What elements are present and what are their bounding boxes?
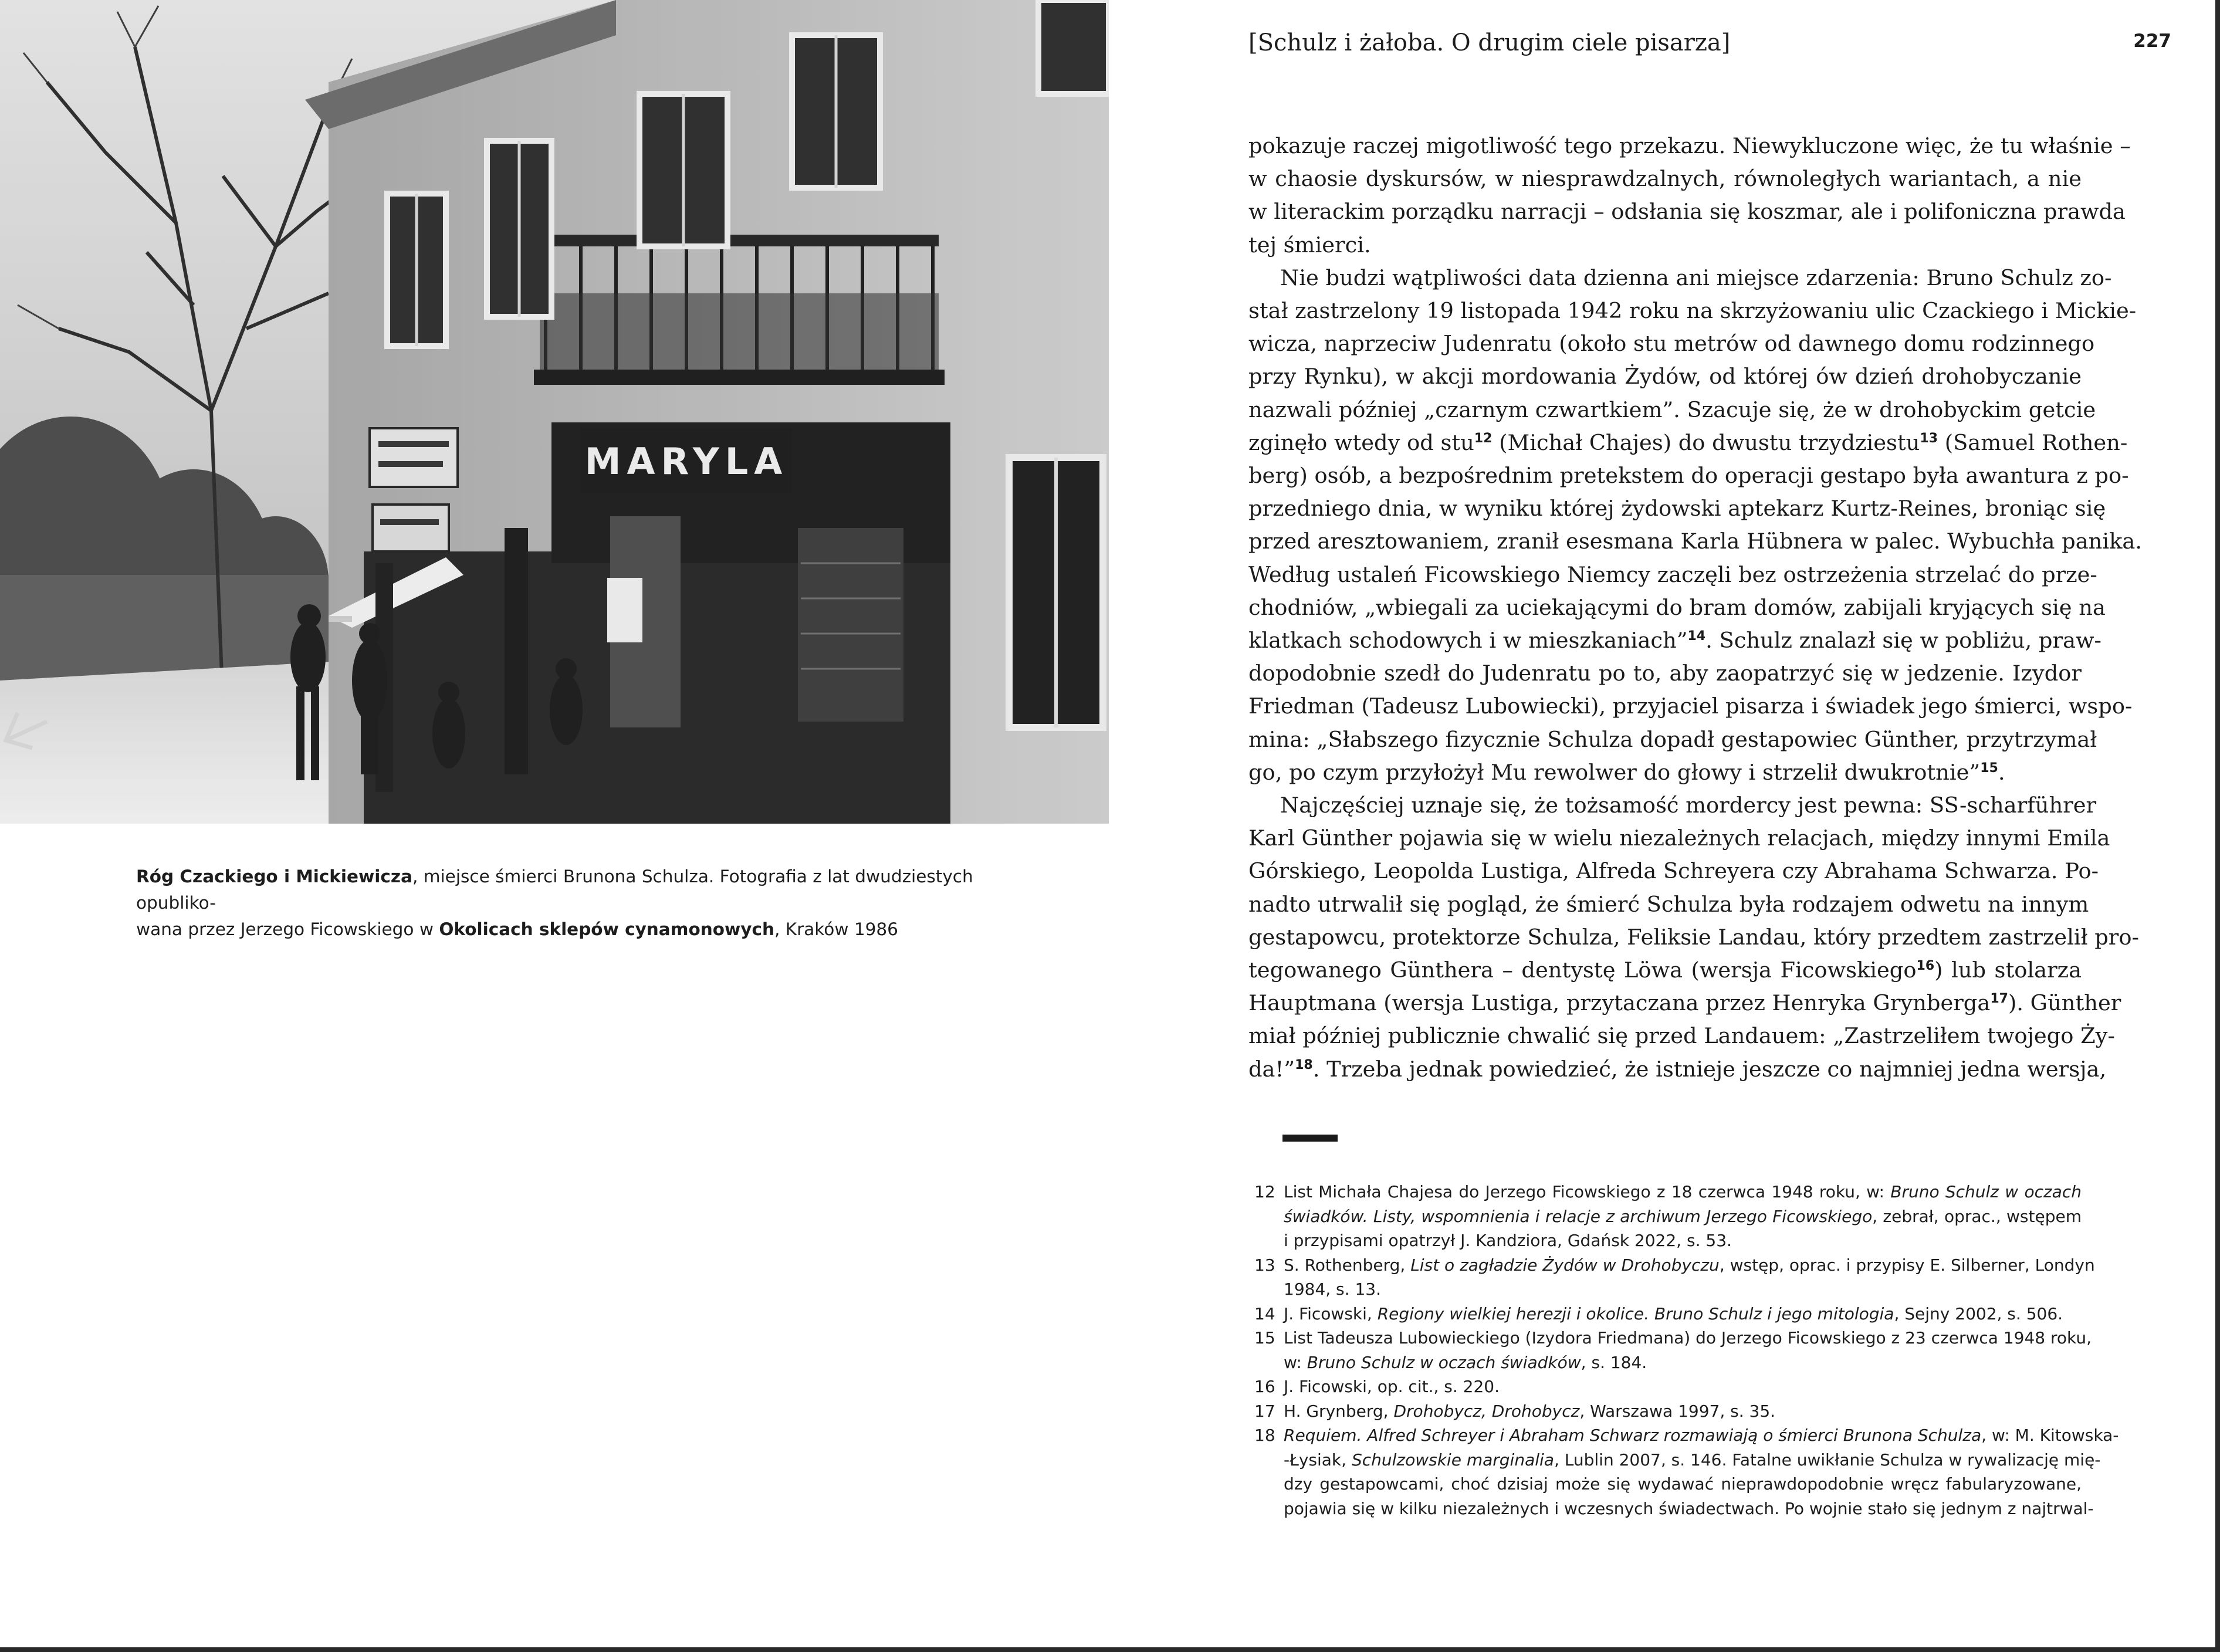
footnote-ref-16[interactable]: 16	[1916, 959, 1935, 974]
body-segment: da!”	[1248, 1056, 1295, 1082]
body-line: mina: „Słabszego fizycznie Schulza dopadł gestapowiec Günther, przytrzymał	[1248, 726, 2097, 752]
body-line: wicza, naprzeciw Judenratu (około stu metrów od dawnego domu rodzinnego	[1248, 331, 2095, 357]
footnote-line	[1284, 1302, 2082, 1326]
footnote-number: 16	[1254, 1377, 1275, 1396]
running-head: [Schulz i żałoba. O drugim ciele pisarza]	[1248, 29, 1731, 56]
footnote-line	[1284, 1253, 2095, 1278]
footnote-14	[1254, 1302, 2082, 1326]
body-line: przedniego dnia, w wyniku której żydowski aptekarz Kurtz-Reines, broniąc się	[1248, 496, 2106, 522]
footnote-segment: , wstęp, oprac. i przypisy E. Silberner, Londyn	[1719, 1255, 2095, 1275]
body-line	[1248, 624, 2101, 657]
scan-right-edge	[2215, 0, 2220, 1652]
body-line: gestapowcu, protektorze Schulza, Feliksie Landau, który przedtem zastrzelił pro-	[1248, 924, 2139, 950]
page-number: 227	[2133, 31, 2171, 52]
body-line: chodniów, „wbiegali za uciekającymi do bram domów, zabijali kryjących się na	[1248, 594, 2106, 620]
body-line	[1248, 987, 2121, 1020]
footnote-line	[1284, 1180, 2082, 1204]
footnote-line: J. Ficowski, op. cit., s. 220.	[1284, 1377, 1500, 1396]
footnote-line	[1284, 1204, 2082, 1229]
footnote-12	[1254, 1180, 2082, 1253]
body-segment: (Samuel Rothen-	[1938, 429, 2128, 455]
body-segment: .	[1998, 759, 2005, 785]
historical-photo	[0, 0, 1109, 824]
footnote-ref-14[interactable]: 14	[1687, 629, 1706, 644]
footnote-segment: , zebrał, oprac., wstępem	[1872, 1206, 2082, 1226]
footnote-title: Bruno Schulz w oczach	[1890, 1182, 2082, 1201]
body-line: nazwali później „czarnym czwartkiem”. Szacuje się, że w drohobyckim getcie	[1248, 397, 2096, 422]
body-line: w literackim porządku narracji – odsłania się koszmar, ale i polifoniczna prawda	[1248, 199, 2126, 225]
body-line: Najczęściej uznaje się, że tożsamość mordercy jest pewna: SS-scharführer	[1280, 793, 2097, 818]
footnote-ref-13[interactable]: 13	[1920, 431, 1938, 446]
body-line: przed aresztowaniem, zranił esesmana Karla Hübnera w palec. Wybuchła panika.	[1248, 529, 2143, 554]
body-segment: zginęło wtedy od stu	[1248, 429, 1474, 455]
footnote-title: Regiony wielkiej herezji i okolice. Bruno Schulz i jego mitologia	[1377, 1304, 1894, 1323]
footnote-number: 13	[1254, 1255, 1275, 1275]
body-text	[1248, 130, 2143, 1086]
body-line	[1248, 756, 2082, 789]
footnotes	[1254, 1180, 2119, 1521]
body-segment: . Trzeba jednak powiedzieć, że istnieje jeszcze co najmniej jedna wersja,	[1312, 1056, 2107, 1082]
footnote-line: 1984, s. 13.	[1284, 1279, 1381, 1299]
body-segment: Hauptmana (wersja Lustiga, przytaczana przez Henryka Grynberga	[1248, 990, 1991, 1016]
body-line: dopodobnie szedł do Judenratu po to, aby zaopatrzyć się w jedzenie. Izydor	[1248, 661, 2082, 686]
caption-line-2	[136, 916, 981, 943]
footnote-line	[1284, 1448, 2101, 1472]
body-segment: . Schulz znalazł się w pobliżu, praw-	[1705, 628, 2101, 654]
footnote-ref-12[interactable]: 12	[1474, 431, 1493, 446]
footnote-ref-17[interactable]: 17	[1990, 991, 2008, 1007]
footnote-number: 14	[1254, 1304, 1275, 1323]
body-line: miał później publicznie chwalić się przed Landauem: „Zastrzeliłem twojego Ży-	[1248, 1023, 2115, 1049]
footnote-line	[1284, 1350, 2082, 1375]
scan-bottom-edge	[0, 1647, 2220, 1652]
footnote-ref-15[interactable]: 15	[1980, 760, 1998, 776]
body-segment: ). Günther	[2008, 990, 2121, 1016]
footnote-line	[1284, 1423, 2119, 1448]
body-segment: go, po czym przyłożył Mu rewolwer do głowy i strzelił dwukrotnie”	[1248, 759, 1981, 785]
body-line	[1248, 1053, 2107, 1086]
footnote-18	[1254, 1423, 2119, 1521]
footnote-title: List o zagładzie Żydów w Drohobyczu	[1410, 1255, 1720, 1275]
footnote-line: pojawia się w kilku niezależnych i wczesnych świadectwach. Po wojnie stało się jednym z najtrwal-	[1284, 1498, 2094, 1518]
caption-text-2: wana przez Jerzego Ficowskiego w	[136, 919, 439, 939]
footnote-segment: , Lublin 2007, s. 146. Fatalne uwikłanie Schulza w rywalizację mię-	[1554, 1450, 2101, 1470]
body-line: Według ustaleń Ficowskiego Niemcy zaczęli bez ostrzeżenia strzelać do prze-	[1248, 561, 2097, 587]
body-line: Górskiego, Leopolda Lustiga, Alfreda Schreyera czy Abrahama Schwarza. Po-	[1248, 858, 2099, 884]
street-corner-photo-icon	[0, 0, 1109, 824]
footnote-number: 15	[1254, 1328, 1275, 1348]
body-segment: klatkach schodowych i w mieszkaniach”	[1248, 628, 1688, 654]
footnote-segment: S. Rothenberg,	[1284, 1255, 1411, 1275]
footnote-segment: -Łysiak,	[1284, 1450, 1352, 1470]
body-line: stał zastrzelony 19 listopada 1942 roku na skrzyżowaniu ulic Czackiego i Mickie-	[1248, 298, 2137, 324]
footnote-title: Requiem. Alfred Schreyer i Abraham Schwarz rozmawiają o śmierci Brunona Schulza	[1284, 1426, 1982, 1445]
caption-text-3: , Kraków 1986	[774, 919, 898, 939]
body-line: Friedman (Tadeusz Lubowiecki), przyjaciel pisarza i świadek jego śmierci, wspo-	[1248, 693, 2133, 719]
footnote-segment: , w: M. Kitowska-	[1981, 1426, 2119, 1445]
footnote-title: Drohobycz, Drohobycz	[1393, 1401, 1580, 1421]
footnote-line: dzy gestapowcami, choć dzisiaj może się wydawać nieprawdopodobnie wręcz fabularyzowane,	[1284, 1474, 2082, 1494]
footnote-13	[1254, 1253, 2095, 1302]
body-line: w chaosie dyskursów, w niesprawdzalnych, równoległych wariantach, a nie	[1248, 166, 2082, 192]
footnote-17	[1254, 1399, 2082, 1424]
footnote-title: świadków. Listy, wspomnienia i relacje z archiwum Jerzego Ficowskiego	[1284, 1206, 1873, 1226]
body-line: nadto utrwalił się pogląd, że śmierć Schulza była rodzajem odwetu na innym	[1248, 891, 2089, 917]
footnote-title: Bruno Schulz w oczach świadków	[1307, 1352, 1581, 1372]
body-line	[1248, 426, 2128, 459]
footnote-16	[1254, 1375, 2082, 1399]
footnote-ref-18[interactable]: 18	[1295, 1057, 1313, 1072]
footnote-segment: , Sejny 2002, s. 506.	[1894, 1304, 2063, 1323]
footnote-segment: , Warszawa 1997, s. 35.	[1579, 1401, 1776, 1421]
footnote-segment: J. Ficowski,	[1284, 1304, 1378, 1323]
footnote-segment: , s. 184.	[1581, 1352, 1647, 1372]
footnote-number: 18	[1254, 1426, 1275, 1445]
body-line: przy Rynku), w akcji mordowania Żydów, od której ów dzień drohobyczanie	[1248, 364, 2082, 390]
body-segment: tegowanego Günthera – dentystę Löwa (wersja Ficowskiego	[1248, 957, 1917, 983]
footnote-number: 17	[1254, 1401, 1275, 1421]
caption-text-1: , miejsce śmierci Brunona Schulza. Fotografia z lat dwudziestych opubliko-	[136, 866, 973, 913]
footnote-15	[1254, 1326, 2092, 1375]
body-line: pokazuje raczej migotliwość tego przekazu. Niewykluczone więc, że tu właśnie –	[1248, 133, 2131, 158]
body-segment: ) lub stolarza	[1934, 957, 2082, 983]
footnote-segment: w:	[1284, 1352, 1307, 1372]
footnote-segment: H. Grynberg,	[1284, 1401, 1394, 1421]
footnote-segment: List Michała Chajesa do Jerzego Ficowskiego z 18 czerwca 1948 roku, w:	[1284, 1182, 1891, 1201]
caption-bold-title: Okolicach sklepów cynamonowych	[439, 919, 774, 939]
caption-line-1	[136, 864, 981, 916]
footnote-line: i przypisami opatrzył J. Kandziora, Gdańsk 2022, s. 53.	[1284, 1231, 1732, 1250]
photo-caption	[136, 864, 981, 943]
shop-sign-text: MARYLA	[584, 440, 788, 483]
body-line: Nie budzi wątpliwości data dzienna ani miejsce zdarzenia: Bruno Schulz zo-	[1280, 265, 2112, 290]
footnote-line	[1284, 1399, 2082, 1424]
body-segment: (Michał Chajes) do dwustu trzydziestu	[1492, 429, 1920, 455]
body-line: Karl Günther pojawia się w wielu niezależnych relacjach, między innymi Emila	[1248, 825, 2110, 851]
footnote-title: Schulzowskie marginalia	[1351, 1450, 1554, 1470]
body-line: tej śmierci.	[1248, 232, 1371, 258]
footnote-line: List Tadeusza Lubowieckiego (Izydora Friedmana) do Jerzego Ficowskiego z 23 czerwca 1948 roku,	[1284, 1328, 2092, 1348]
caption-bold-lead: Róg Czackiego i Mickiewicza	[136, 866, 412, 886]
body-line: berg) osób, a bezpośrednim pretekstem do operacji gestapo była awantura z po-	[1248, 463, 2129, 489]
footnote-divider	[1282, 1135, 1338, 1142]
body-line	[1248, 954, 2082, 987]
footnote-number: 12	[1254, 1182, 1275, 1201]
